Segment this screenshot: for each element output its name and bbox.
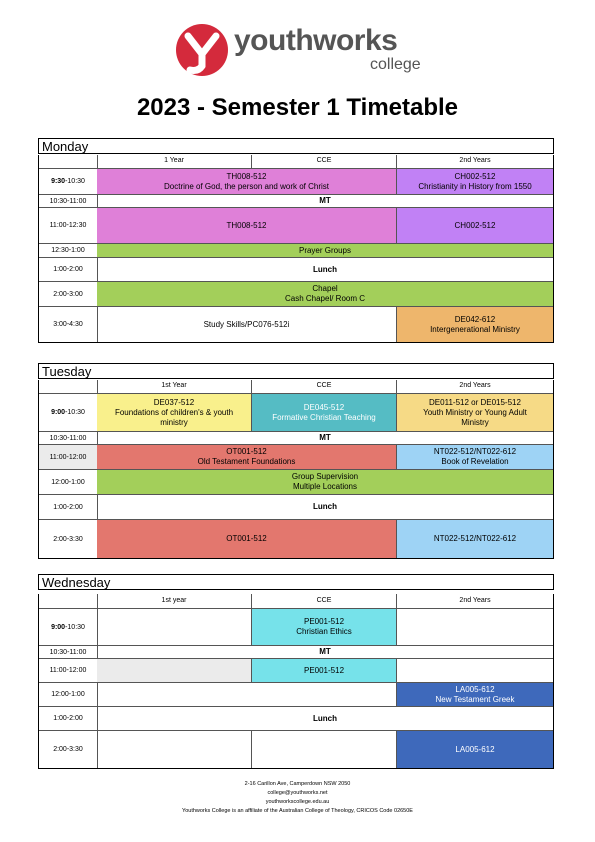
- class-cell: LA005-612: [397, 731, 553, 768]
- time-cell: 1:00-2:00: [39, 495, 98, 519]
- monday-row-1: [39, 168, 553, 194]
- break-cell: MT: [319, 647, 331, 656]
- wednesday-row-6: [39, 730, 553, 768]
- monday-row-4: [39, 243, 553, 257]
- class-cell: PE001-512: [252, 659, 397, 682]
- footer: [0, 780, 595, 816]
- tuesday-header-row: [39, 380, 553, 393]
- class-cell: TH008-512 Doctrine of God, the person and work of Christ: [97, 169, 397, 194]
- break-cell: MT: [319, 196, 331, 205]
- wednesday-row-2: [39, 645, 553, 658]
- wednesday-row-4: [39, 682, 553, 706]
- event-cell: Prayer Groups: [97, 244, 553, 257]
- col-header: 1st year: [97, 594, 252, 608]
- day-heading-wednesday: Wednesday: [38, 574, 554, 590]
- empty-cell: [97, 609, 252, 645]
- footer-email[interactable]: college@youthworks.net: [267, 790, 328, 796]
- empty-cell: [397, 659, 553, 682]
- monday-grid: [38, 155, 554, 343]
- monday-row-7: [39, 306, 553, 342]
- time-cell: 9:00 -10:30: [39, 394, 98, 431]
- col-header: 2nd Years: [459, 382, 491, 390]
- class-cell: OT001-512 Old Testament Foundations: [97, 445, 397, 469]
- col-header: CCE: [252, 155, 397, 168]
- time-cell: 9:30 -10:30: [39, 169, 98, 194]
- time-cell: 1:00-2:00: [39, 707, 98, 730]
- class-cell: DE037-512 Foundations of children's & youth ministry: [97, 394, 252, 431]
- class-cell: PE001-512 Christian Ethics: [252, 609, 397, 645]
- empty-cell: [97, 659, 252, 682]
- monday-row-6: [39, 281, 553, 306]
- tuesday-grid: [38, 380, 554, 559]
- time-cell: [39, 380, 98, 393]
- wednesday-row-1: [39, 608, 553, 645]
- time-cell: [39, 594, 98, 608]
- empty-cell: [97, 683, 397, 706]
- empty-cell: [397, 609, 553, 645]
- class-cell: CH002-512: [397, 208, 553, 243]
- time-cell: 12:30-1:00: [39, 244, 98, 257]
- col-header: CCE: [252, 594, 397, 608]
- col-header: CCE: [252, 380, 397, 393]
- col-header: 2nd Years: [459, 596, 491, 604]
- logo-brand-text: youthworks: [234, 24, 398, 57]
- youthworks-logo: [170, 22, 430, 80]
- time-cell: 2:00-3:30: [39, 520, 98, 558]
- class-cell: LA005-612 New Testament Greek: [397, 683, 553, 706]
- class-cell: DE042-612 Intergenerational Ministry: [397, 307, 553, 342]
- day-heading-monday: Monday: [38, 138, 554, 154]
- tuesday-row-2: [39, 431, 553, 444]
- time-cell: 3:00-4:30: [39, 307, 98, 342]
- col-header: 1st Year: [97, 380, 252, 393]
- monday-header-row: [39, 155, 553, 168]
- time-cell: 12:00-1:00: [39, 470, 98, 494]
- class-cell: CH002-512 Christianity in History from 1550: [397, 169, 553, 194]
- monday-row-3: [39, 207, 553, 243]
- tuesday-row-6: [39, 519, 553, 558]
- time-cell: 11:00-12:30: [39, 208, 98, 243]
- logo-sub-text: college: [370, 56, 421, 73]
- wednesday-header-row: [39, 594, 553, 608]
- tuesday-row-4: [39, 469, 553, 494]
- class-cell: Study Skills/PC076-512i: [97, 307, 397, 342]
- time-cell: 10:30-11:00: [39, 195, 98, 207]
- time-cell: 10:30-11:00: [39, 646, 98, 658]
- class-cell: TH008-512: [97, 208, 397, 243]
- footer-address: 2-16 Carillon Ave, Camperdown NSW 2050: [244, 781, 351, 787]
- time-cell: 11:00-12:00: [39, 445, 98, 469]
- break-cell: MT: [319, 433, 331, 442]
- break-cell: Lunch: [313, 264, 337, 274]
- col-header: 2nd Years: [459, 157, 491, 165]
- wednesday-row-3: [39, 658, 553, 682]
- empty-cell: [97, 731, 252, 768]
- break-cell: Lunch: [313, 502, 337, 511]
- class-cell: DE045-512 Formative Christian Teaching: [252, 394, 397, 431]
- time-cell: 12:00-1:00: [39, 683, 98, 706]
- wednesday-grid: [38, 594, 554, 769]
- time-cell: 9:00 -10:30: [39, 609, 98, 645]
- class-cell: OT001-512: [97, 520, 397, 558]
- wednesday-row-5: [39, 706, 553, 730]
- break-cell: Lunch: [313, 713, 337, 723]
- page-title: 2023 - Semester 1 Timetable: [136, 94, 459, 121]
- col-header: 1 Year: [97, 155, 252, 168]
- empty-cell: [252, 731, 397, 768]
- time-cell: 2:00-3:30: [39, 731, 98, 768]
- class-cell: DE011-512 or DE015-512 Youth Ministry or Young Adult Ministry: [397, 394, 553, 431]
- tuesday-row-1: [39, 393, 553, 431]
- time-cell: [39, 155, 98, 168]
- time-cell: 10:30-11:00: [39, 432, 98, 444]
- event-cell: Chapel Cash Chapel/ Room C: [97, 282, 553, 306]
- class-cell: NT022-512/NT022-612: [397, 520, 553, 558]
- event-cell: Group Supervision Multiple Locations: [97, 470, 553, 494]
- class-cell: NT022-512/NT022-612 Book of Revelation: [397, 445, 553, 469]
- tuesday-row-3: [39, 444, 553, 469]
- day-heading-tuesday: Tuesday: [38, 363, 554, 379]
- time-cell: 1:00-2:00: [39, 258, 98, 281]
- time-cell: 2:00-3:00: [39, 282, 98, 306]
- tuesday-row-5: [39, 494, 553, 519]
- monday-row-5: [39, 257, 553, 281]
- monday-row-2: [39, 194, 553, 207]
- footer-website[interactable]: youthworkscollege.edu.au: [265, 799, 330, 805]
- footer-affiliation: Youthworks College is an affiliate of the Australian College of Theology, CRICOS Code 02650E: [182, 808, 413, 814]
- time-cell: 11:00-12:00: [39, 659, 98, 682]
